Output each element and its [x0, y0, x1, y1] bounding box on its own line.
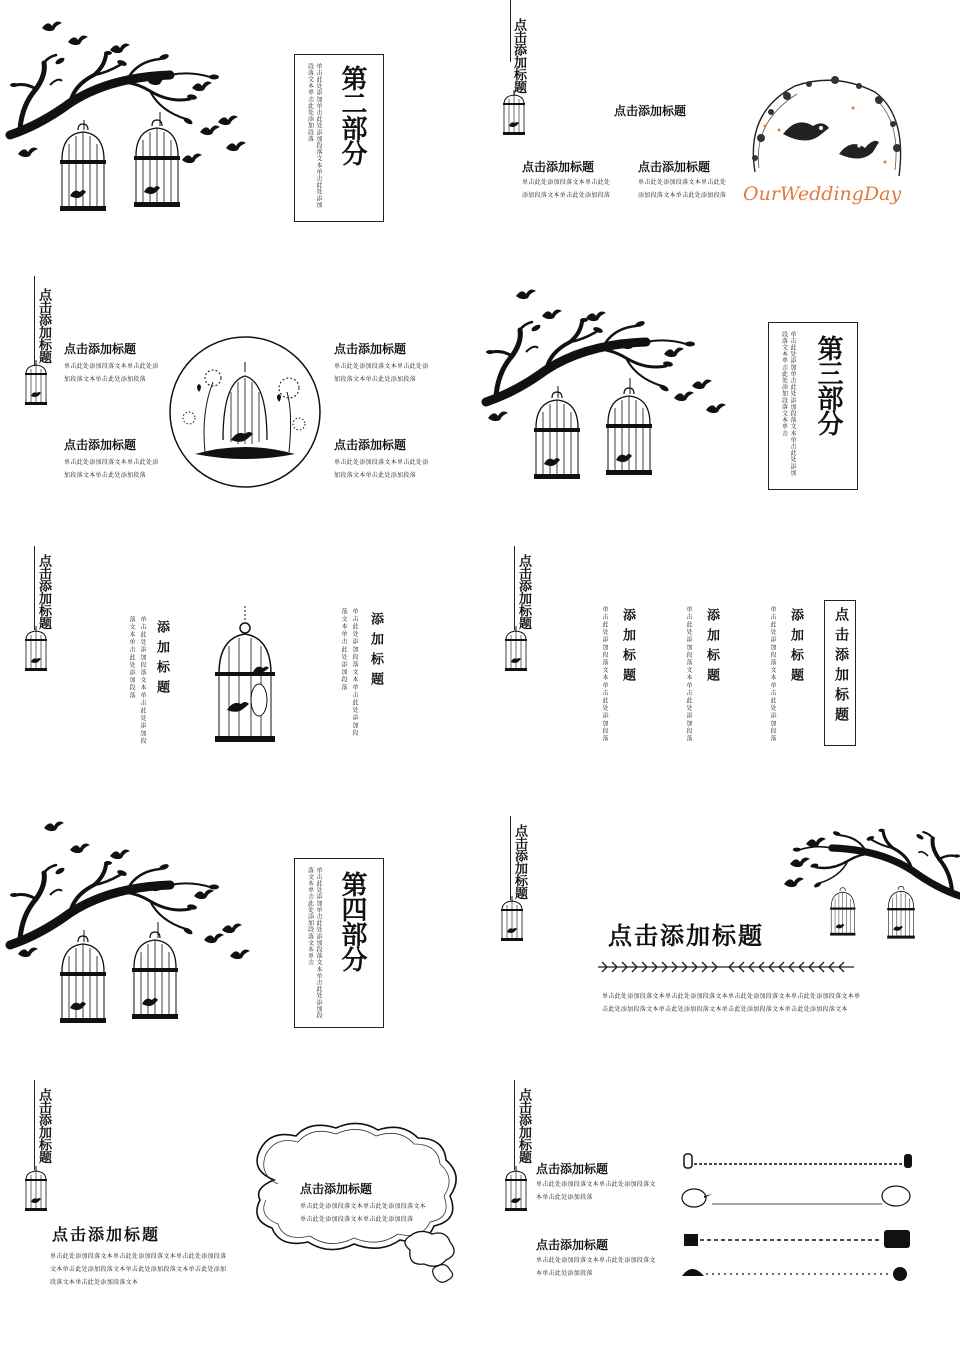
- birdcage-icon: [16, 624, 56, 684]
- cloud-body: 单击此处添加段落文本单击此处添加段落文本单击此处添加段落文本单击此处添加段落: [300, 1203, 427, 1223]
- slide-section-3: [480, 270, 960, 540]
- left-heading: 添加标题: [154, 620, 169, 700]
- item2-heading: 点击添加标题: [536, 1238, 609, 1252]
- hanging-title: 点击添加标题: [36, 1088, 51, 1163]
- section-title-box: [768, 322, 858, 490]
- column1-heading: 添加标题: [620, 608, 635, 688]
- column3-body: 单击此处添加段落文本单击此处添加段落: [769, 606, 776, 743]
- column1-body: 单击此处添加段落文本单击此处添加段落文本单击此处添加段落: [522, 179, 611, 199]
- birdcage-icon: [16, 1164, 56, 1224]
- circle-birdcage-illustration: [165, 332, 325, 492]
- column1-heading: 点击添加标题: [522, 160, 595, 174]
- section-title: 第三部分: [813, 335, 843, 435]
- column2-heading: 点击添加标题: [638, 160, 711, 174]
- left-body: 单击此处添加段落文本单击此处添加段落文本单击此处添加段落: [128, 616, 146, 746]
- item4-heading: 点击添加标题: [334, 438, 407, 452]
- slide-wedding-intro: [480, 0, 960, 270]
- column2-heading: 添加标题: [704, 608, 719, 688]
- cloud-heading: 点击添加标题: [300, 1182, 373, 1196]
- slide-timeline: [480, 1080, 960, 1350]
- section-title: 第二部分: [337, 65, 367, 165]
- slide-hanging-cage-two-columns: [0, 540, 480, 810]
- hanging-string: [514, 546, 515, 630]
- boxed-title: 点击添加标题: [833, 607, 849, 727]
- right-body: 单击此处添加段落文本单击此处添加段落文本单击此处添加段落: [340, 608, 358, 738]
- slide-arrow-divider: [480, 810, 960, 1080]
- wedding-wreath-illustration: [735, 72, 915, 222]
- section-title-box: [294, 54, 384, 222]
- hanging-birdcage-illustration: [205, 606, 285, 756]
- hanging-title: 点击添加标题: [511, 18, 526, 93]
- item1-body: 单击此处添加段落文本单击此处添加段落文本单击此处添加段落: [536, 1181, 656, 1201]
- main-heading: 点击添加标题: [608, 922, 764, 950]
- birdcage-icon: [496, 1164, 536, 1224]
- wedding-wreath-caption: OurWeddingDay: [743, 183, 902, 205]
- hanging-title: 点击添加标题: [516, 554, 531, 629]
- item2-heading: 点击添加标题: [64, 438, 137, 452]
- section-title-box: [294, 858, 384, 1028]
- tree-branch-illustration: [480, 270, 960, 540]
- hanging-title: 点击添加标题: [516, 1088, 531, 1163]
- slide-section-2: [0, 0, 480, 270]
- hanging-string: [34, 1080, 35, 1170]
- slide-three-columns: [480, 540, 960, 810]
- birdcage-icon: [492, 894, 532, 954]
- section-description: 单击此处添加单击此处添加段落文本单击此处添加段落文本单击此处添加段落: [306, 63, 322, 209]
- arrow-divider: [598, 960, 858, 974]
- item4-body: 单击此处添加段落文本单击此处添加段落文本单击此处添加段落: [334, 459, 429, 479]
- birdcage-icon: [16, 358, 56, 418]
- main-heading: 点击添加标题: [614, 104, 687, 118]
- hanging-title: 点击添加标题: [512, 824, 527, 899]
- item1-heading: 点击添加标题: [64, 342, 137, 356]
- item3-heading: 点击添加标题: [334, 342, 407, 356]
- item1-heading: 点击添加标题: [536, 1162, 609, 1176]
- birdcage-icon: [494, 88, 534, 148]
- tree-branch-illustration: [780, 824, 960, 924]
- item3-body: 单击此处添加段落文本单击此处添加段落文本单击此处添加段落: [334, 363, 429, 383]
- column2-body: 单击此处添加段落文本单击此处添加段落文本单击此处添加段落: [638, 179, 727, 199]
- boxed-title-frame: [824, 600, 856, 746]
- tree-branch-illustration: [0, 0, 480, 270]
- birdcage-icon: [496, 624, 536, 684]
- item2-body: 单击此处添加段落文本单击此处添加段落文本单击此处添加段落: [64, 459, 159, 479]
- tree-branch-illustration: [0, 810, 480, 1080]
- section-description: 单击此处添加单击此处添加段落文本单击此处添加段落文本单击此处添加段落文本单击: [306, 867, 322, 1019]
- right-heading: 添加标题: [368, 612, 383, 692]
- column3-heading: 添加标题: [788, 608, 803, 688]
- hanging-string: [34, 546, 35, 630]
- hanging-title: 点击添加标题: [36, 288, 51, 363]
- main-heading: 点击添加标题: [52, 1225, 161, 1244]
- doodle-timeline-illustration: [676, 1146, 916, 1296]
- body-text: 单击此处添加段落文本单击此处添加段落文本单击此处添加段落文本单击此处添加段落文本单击此处添加段落文本单击此处添加段落文本单击此处添加段落文本: [50, 1253, 227, 1286]
- section-title: 第四部分: [337, 871, 367, 971]
- section-description: 单击此处添加单击此处添加段落文本单击此处添加段落文本单击此处添加段落文本单击: [780, 331, 796, 477]
- slide-section-4: [0, 810, 480, 1080]
- column1-body: 单击此处添加段落文本单击此处添加段落: [601, 606, 608, 743]
- hanging-string: [510, 816, 511, 900]
- slide-cloud: [0, 1080, 480, 1350]
- hanging-string: [514, 1080, 515, 1170]
- hanging-title: 点击添加标题: [36, 554, 51, 629]
- item1-body: 单击此处添加段落文本单击此处添加段落文本单击此处添加段落: [64, 363, 159, 383]
- hanging-string: [34, 276, 35, 366]
- column2-body: 单击此处添加段落文本单击此处添加段落: [685, 606, 692, 743]
- body-text: 单击此处添加段落文本单击此处添加段落文本单击此处添加段落文本单击此处添加段落文本单击此处添加段落文本单击此处添加段落文本单击此处添加段落文本单击此处添加段落文本: [602, 993, 861, 1013]
- item2-body: 单击此处添加段落文本单击此处添加段落文本单击此处添加段落: [536, 1257, 656, 1277]
- slide-circle-four-items: [0, 270, 480, 540]
